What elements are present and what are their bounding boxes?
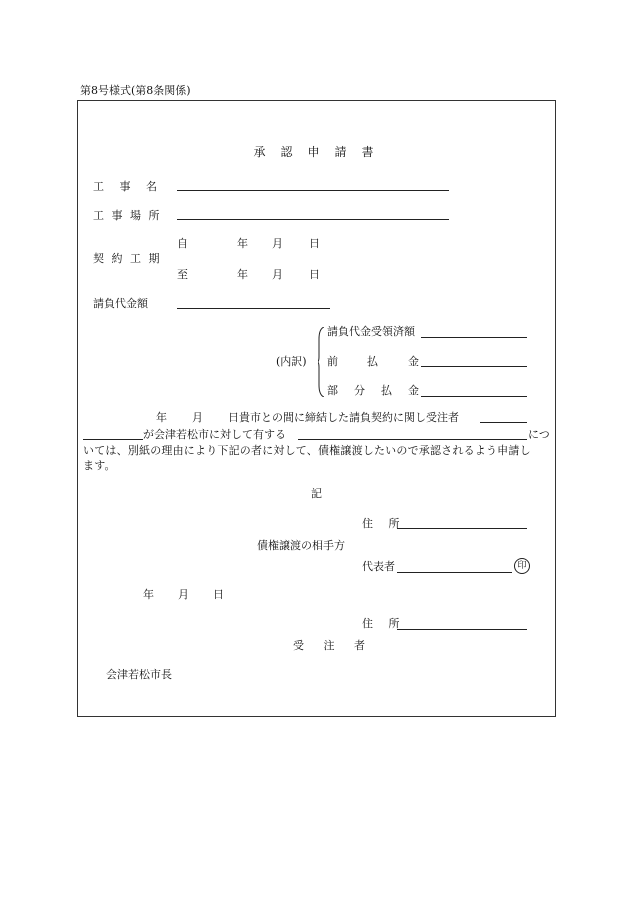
contractor-name-field-a[interactable] <box>480 422 527 423</box>
body-line-1: 日貴市との間に締結した請負契約に関し受注者 <box>228 411 459 424</box>
assignee-representative-label: 代表者 <box>362 560 395 573</box>
contractor-label: 受 注 者 <box>293 639 373 652</box>
note-mark: 記 <box>311 487 322 500</box>
body-month: 月 <box>192 411 203 424</box>
contract-period-label: 契 約 工 期 <box>93 252 162 265</box>
form-header: 第8号様式(第8条関係) <box>80 84 191 97</box>
contract-amount-field[interactable] <box>177 308 330 309</box>
partial-char-3: 払 <box>381 384 392 397</box>
breakdown-label: (内訳) <box>276 355 307 368</box>
period-to-year: 年 <box>237 268 248 281</box>
construction-site-field[interactable] <box>177 219 449 220</box>
advance-char-2: 払 <box>367 355 378 368</box>
body-year: 年 <box>156 411 167 424</box>
partial-field[interactable] <box>421 396 527 397</box>
construction-site-label: 工 事 場 所 <box>93 209 162 222</box>
body-line-3: いては、別紙の理由により下記の者に対して、債権譲渡したいので承認されるよう申請し <box>83 444 531 457</box>
partial-char-2: 分 <box>354 384 365 397</box>
advance-field[interactable] <box>421 366 527 367</box>
body-line-4: ます。 <box>83 459 116 472</box>
assignee-label: 債権譲渡の相手方 <box>257 539 345 552</box>
period-to-month: 月 <box>272 268 283 281</box>
claim-field[interactable] <box>298 439 527 440</box>
contract-amount-label: 請負代金額 <box>93 297 148 310</box>
advance-char-1: 前 <box>327 355 338 368</box>
assignee-address-field[interactable] <box>397 528 527 529</box>
period-from-month: 月 <box>272 237 283 250</box>
document-title: 承認申請書 <box>253 145 389 159</box>
seal-icon: 印 <box>514 558 530 574</box>
assignee-representative-field[interactable] <box>397 572 512 573</box>
breakdown-brace <box>318 327 324 397</box>
body-line-2-end: につ <box>528 428 550 441</box>
assignee-address-label: 住 所 <box>362 517 406 530</box>
advance-char-3: 金 <box>408 355 419 368</box>
body-line-2: が会津若松市に対して有する <box>143 428 286 441</box>
partial-char-1: 部 <box>327 384 338 397</box>
received-label: 請負代金受領済額 <box>327 325 415 338</box>
contractor-address-field[interactable] <box>397 629 527 630</box>
construction-name-label: 工 事 名 <box>93 180 163 193</box>
received-field[interactable] <box>421 337 527 338</box>
period-from-year: 年 <box>237 237 248 250</box>
date-month: 月 <box>178 588 189 601</box>
period-to: 至 <box>177 268 188 281</box>
contractor-name-field-b[interactable] <box>83 439 143 440</box>
period-from-day: 日 <box>309 237 320 250</box>
period-from: 自 <box>177 237 188 250</box>
construction-name-field[interactable] <box>177 190 449 191</box>
contractor-address-label: 住 所 <box>362 617 406 630</box>
partial-char-4: 金 <box>408 384 419 397</box>
period-to-day: 日 <box>309 268 320 281</box>
date-day: 日 <box>213 588 224 601</box>
addressee: 会津若松市長 <box>106 668 172 681</box>
date-year: 年 <box>143 588 154 601</box>
